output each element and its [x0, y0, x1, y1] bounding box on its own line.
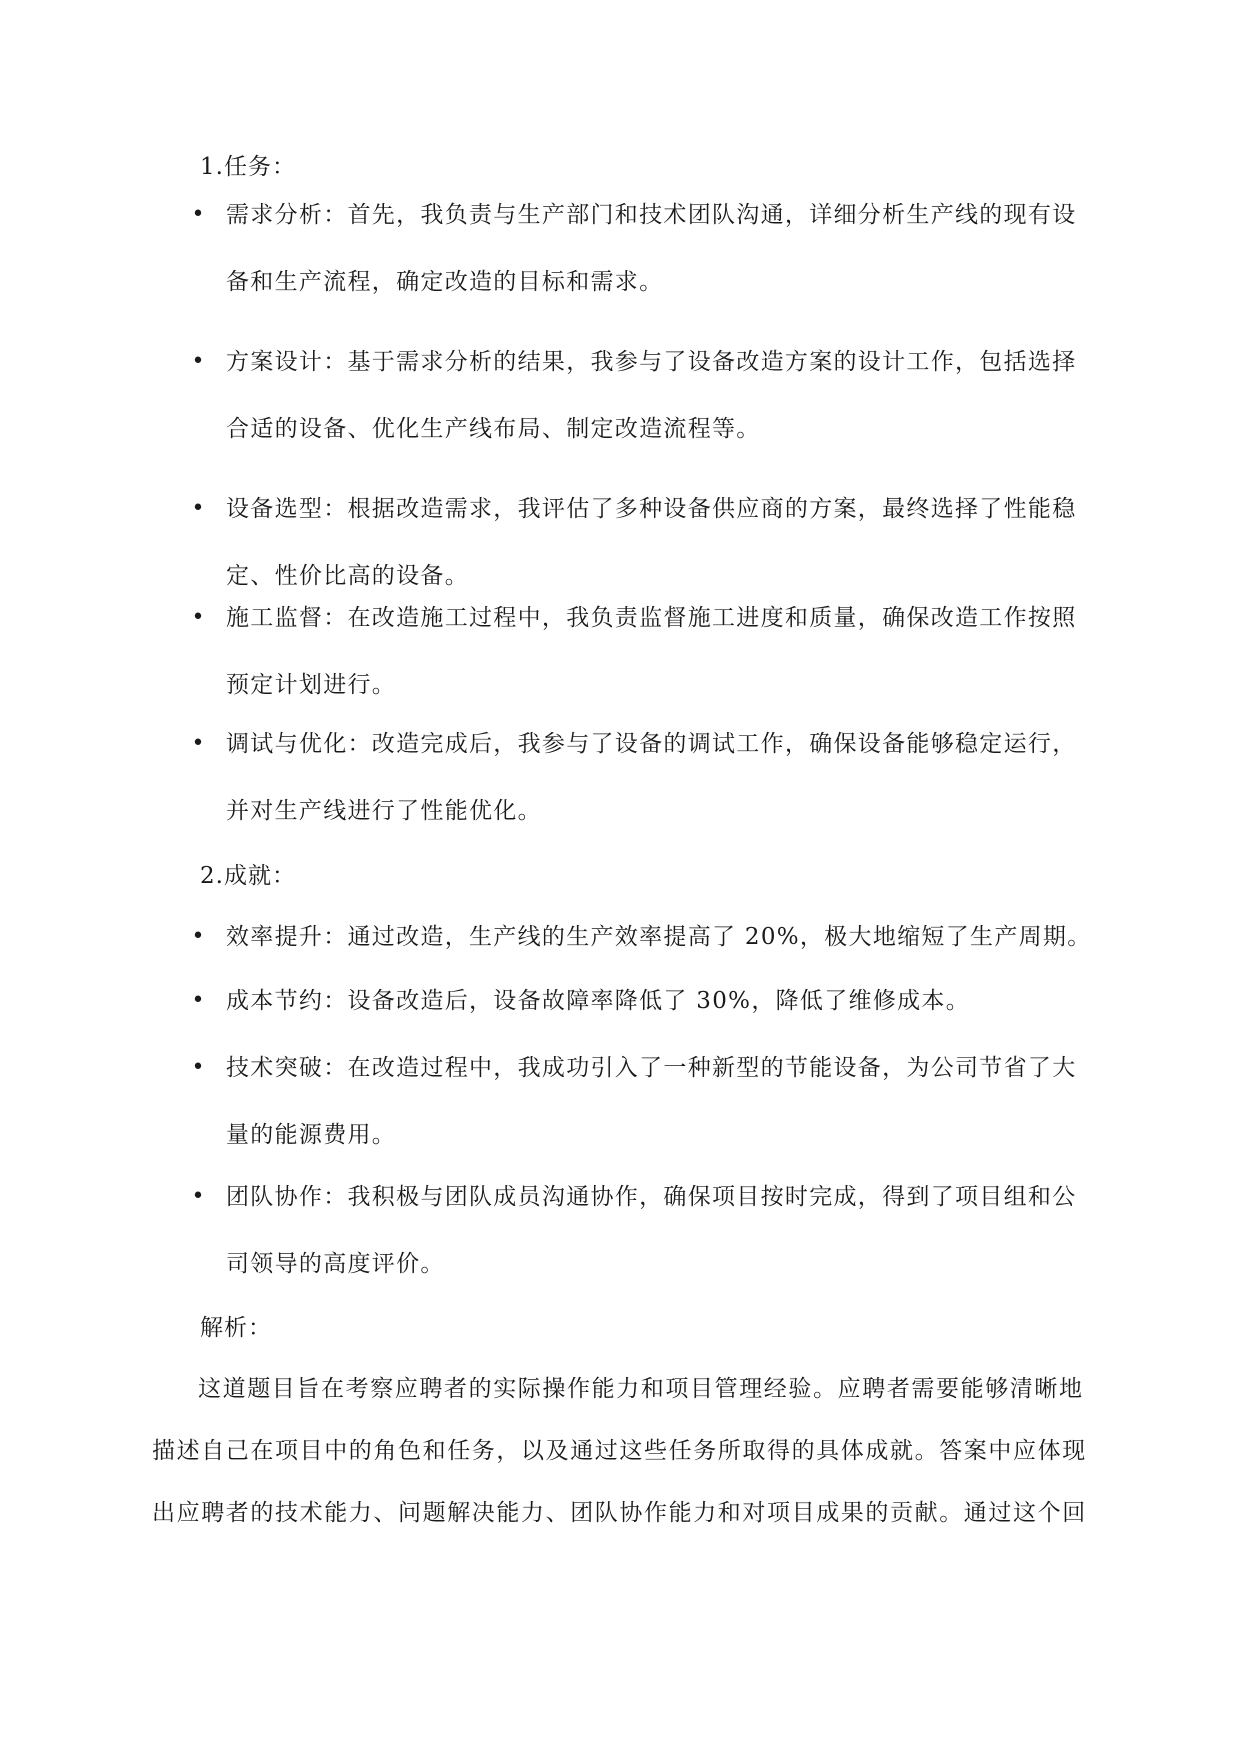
bullet-icon: •: [191, 988, 205, 1013]
list-item-text: 方案设计：基于需求分析的结果，我参与了设备改造方案的设计工作，包括选择: [226, 349, 1077, 375]
achievements-heading: 2.成就：: [200, 863, 296, 889]
list-item: [188, 986, 1088, 1026]
list-item-text: 成本节约：设备改造后，设备故障率降低了 30%，降低了维修成本。: [226, 988, 971, 1014]
analysis-line: 这道题目旨在考察应聘者的实际操作能力和项目管理经验。应聘者需要能够清晰地: [198, 1376, 1084, 1402]
list-item-text: 预定计划进行。: [226, 672, 397, 698]
list-item: [188, 603, 1088, 703]
list-item-text: 调试与优化：改造完成后，我参与了设备的调试工作，确保设备能够稳定运行，: [226, 731, 1077, 757]
list-item-text: 定、性价比高的设备。: [226, 563, 469, 589]
list-item-text: 需求分析：首先，我负责与生产部门和技术团队沟通，详细分析生产线的现有设: [226, 202, 1077, 228]
bullet-icon: •: [191, 731, 205, 756]
bullet-icon: •: [191, 496, 205, 521]
list-item-text: 合适的设备、优化生产线布局、制定改造流程等。: [226, 416, 761, 442]
bullet-icon: •: [191, 924, 205, 949]
analysis-line: 出应聘者的技术能力、问题解决能力、团队协作能力和对项目成果的贡献。通过这个回: [152, 1500, 1087, 1526]
analysis-line: 描述自己在项目中的角色和任务，以及通过这些任务所取得的具体成就。答案中应体现: [152, 1438, 1087, 1464]
bullet-icon: •: [191, 202, 205, 227]
bullet-icon: •: [191, 1055, 205, 1080]
tasks-heading: 1.任务：: [200, 154, 296, 180]
list-item: [188, 200, 1088, 300]
list-item-text: 量的能源费用。: [226, 1122, 397, 1148]
list-item-text: 并对生产线进行了性能优化。: [226, 798, 542, 824]
list-item-text: 团队协作：我积极与团队成员沟通协作，确保项目按时完成，得到了项目组和公: [226, 1184, 1077, 1210]
list-item: [188, 494, 1088, 594]
list-item: [188, 347, 1088, 447]
list-item: [188, 729, 1088, 829]
list-item-text: 设备选型：根据改造需求，我评估了多种设备供应商的方案，最终选择了性能稳: [226, 496, 1077, 522]
list-item: [188, 1053, 1088, 1153]
list-item: [188, 922, 1092, 962]
list-item-text: 备和生产流程，确定改造的目标和需求。: [226, 269, 664, 295]
list-item-text: 技术突破：在改造过程中，我成功引入了一种新型的节能设备，为公司节省了大: [226, 1055, 1077, 1081]
bullet-icon: •: [191, 605, 205, 630]
analysis-heading: 解析：: [200, 1315, 272, 1341]
list-item: [188, 1182, 1088, 1282]
list-item-text: 司领导的高度评价。: [226, 1251, 445, 1277]
bullet-icon: •: [191, 1184, 205, 1209]
list-item-text: 施工监督：在改造施工过程中，我负责监督施工进度和质量，确保改造工作按照: [226, 605, 1077, 631]
bullet-icon: •: [191, 349, 205, 374]
list-item-text: 效率提升：通过改造，生产线的生产效率提高了 20%，极大地缩短了生产周期。: [226, 924, 1092, 950]
